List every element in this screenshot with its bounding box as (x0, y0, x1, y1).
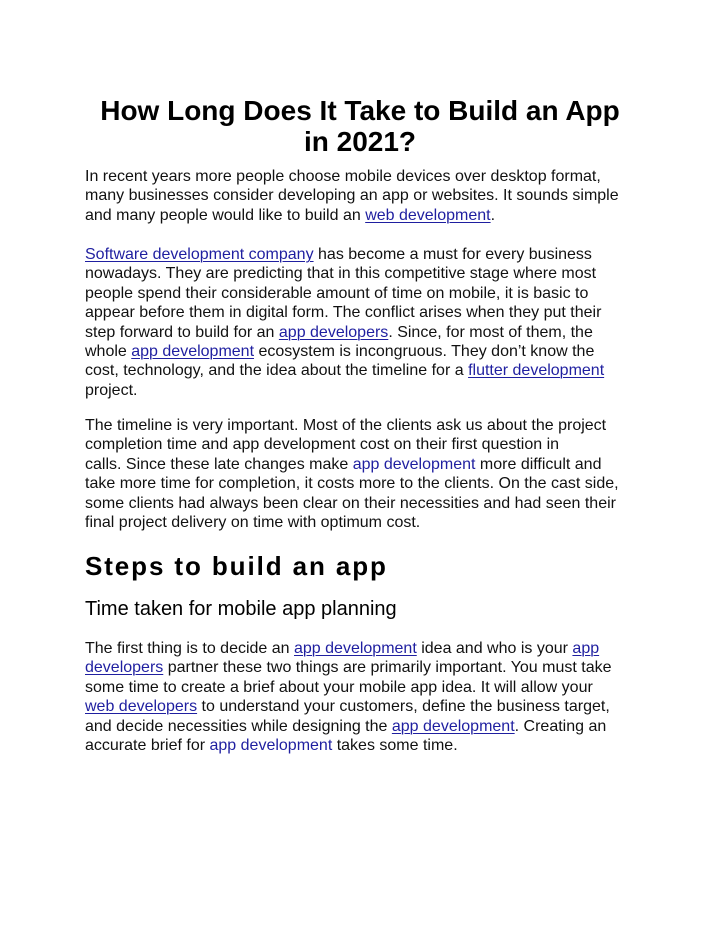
section-heading: Steps to build an app (85, 551, 388, 581)
text-run: The timeline is very important. Most of the clients ask us about the project (85, 417, 607, 434)
planning-paragraph (85, 639, 645, 755)
inline-link[interactable]: web developers (85, 698, 198, 716)
paragraph-line (85, 658, 645, 677)
text-run: nowadays. They are predicting that in this competitive stage where most (85, 265, 597, 283)
paragraph-line (85, 455, 645, 474)
inline-link[interactable]: developers (85, 659, 164, 677)
paragraph-line (85, 736, 645, 755)
text-run: calls. Since these late changes make (85, 455, 353, 473)
text-run: has become a must for every business (313, 246, 592, 263)
paragraph-line (85, 361, 645, 380)
text-run: In recent years more people choose mobile devices over desktop format, (85, 168, 601, 185)
inline-link[interactable]: flutter development (468, 362, 605, 380)
text-run: . Creating an (514, 717, 607, 735)
text-run: take more time for completion, it costs more to the clients. On the cast side, (85, 475, 619, 493)
intro-paragraph (85, 167, 645, 225)
software-company-paragraph (85, 245, 645, 400)
text-run: accurate brief for (85, 737, 210, 755)
inline-link[interactable]: web development (365, 206, 491, 224)
inline-link[interactable]: app development (391, 717, 515, 735)
text-run: completion time and app development cost on their first question in (85, 436, 560, 454)
text-run: idea and who is your (416, 640, 573, 657)
text-run: cost, technology, and the idea about the timeline for a (85, 362, 469, 380)
paragraph-line (85, 381, 645, 400)
text-run: and many people would like to build an (85, 206, 366, 224)
text-run: ecosystem is incongruous. They don’t know the (254, 343, 595, 361)
paragraph-line (85, 494, 645, 513)
page-title (60, 95, 660, 157)
text-run: some clients had always been clear on their necessities and had seen their (85, 494, 616, 512)
page-title-line-1: How Long Does It Take to Build an App (100, 95, 620, 126)
text-run: takes some time. (332, 737, 458, 755)
page-title-line-2: in 2021? (303, 126, 417, 157)
text-run: people spend their considerable amount of time on mobile, it is basic to (85, 284, 589, 302)
inline-link[interactable]: app development (209, 737, 333, 755)
paragraph-line (85, 245, 645, 264)
inline-link[interactable]: app development (352, 455, 476, 473)
text-run: and decide necessities while designing the (85, 717, 392, 735)
inline-link[interactable]: app (572, 640, 600, 657)
inline-link[interactable]: app development (294, 640, 417, 657)
timeline-paragraph (85, 416, 645, 532)
paragraph-line (85, 206, 645, 225)
paragraph-line (85, 435, 645, 454)
text-run: to understand your customers, define the business target, (197, 698, 610, 716)
text-run: partner these two things are primarily important. You must take (163, 659, 612, 677)
text-run: The first thing is to decide an (85, 640, 294, 657)
paragraph-line (85, 264, 645, 283)
text-run: many businesses consider developing an app or websites. It sounds simple (85, 187, 619, 205)
text-run: project. (85, 381, 138, 399)
paragraph-line (85, 186, 645, 205)
paragraph-line (85, 284, 645, 303)
paragraph-line (85, 303, 645, 322)
paragraph-line (85, 342, 645, 361)
text-run: . (490, 206, 496, 224)
text-run: appear before them in digital form. The conflict arises when they put their (85, 304, 602, 322)
paragraph-line (85, 513, 645, 532)
subsection-heading: Time taken for mobile app planning (85, 598, 397, 620)
paragraph-line (85, 416, 645, 435)
paragraph-line (85, 474, 645, 493)
text-run: more difficult and (475, 455, 602, 473)
text-run: final project delivery on time with optimum cost. (85, 514, 421, 532)
inline-link[interactable]: app developers (278, 323, 389, 341)
paragraph-line (85, 323, 645, 342)
text-run: whole (85, 343, 132, 361)
paragraph-line (85, 717, 645, 736)
paragraph-line (85, 639, 645, 658)
text-run: . Since, for most of them, the (388, 323, 593, 341)
text-run: some time to create a brief about your mobile app idea. It will allow your (85, 678, 593, 696)
text-run: step forward to build for an (85, 323, 279, 341)
paragraph-line (85, 167, 645, 186)
inline-link[interactable]: Software development company (85, 246, 314, 263)
paragraph-line (85, 697, 645, 716)
inline-link[interactable]: app development (131, 343, 255, 361)
paragraph-line (85, 678, 645, 697)
